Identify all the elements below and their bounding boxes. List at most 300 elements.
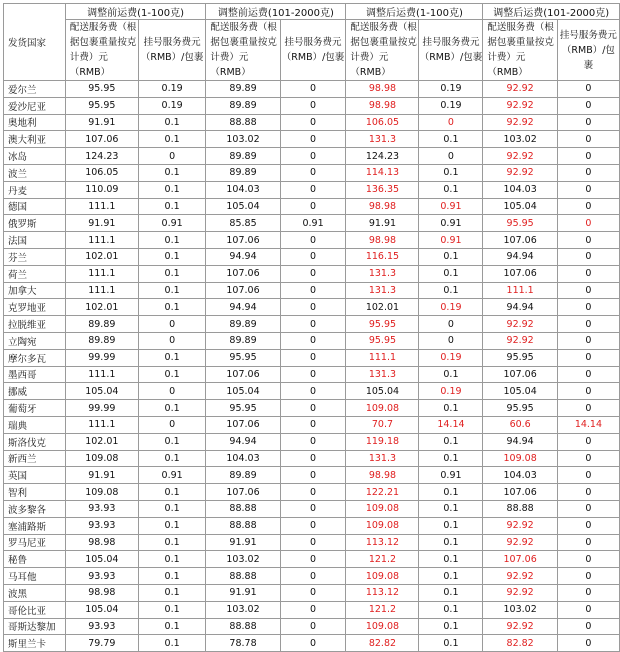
country-cell: 俄罗斯 <box>4 215 66 232</box>
country-cell: 爱尔兰 <box>4 81 66 98</box>
delivery-fee-cell: 136.35 <box>346 181 419 198</box>
registration-fee-cell: 0 <box>557 484 619 501</box>
registration-fee-cell: 0 <box>280 601 346 618</box>
table-row <box>4 299 620 316</box>
country-cell: 波黑 <box>4 584 66 601</box>
country-cell: 墨西哥 <box>4 366 66 383</box>
registration-fee-cell: 0 <box>419 148 483 165</box>
delivery-fee-cell: 94.94 <box>206 299 280 316</box>
registration-fee-cell: 0 <box>280 551 346 568</box>
delivery-fee-cell: 94.94 <box>483 248 557 265</box>
delivery-fee-cell: 89.89 <box>206 81 280 98</box>
table-row <box>4 248 620 265</box>
delivery-fee-cell: 105.04 <box>206 198 280 215</box>
registration-fee-cell: 0.1 <box>419 551 483 568</box>
registration-fee-cell: 0 <box>557 215 619 232</box>
delivery-fee-cell: 92.92 <box>483 148 557 165</box>
registration-fee-cell: 14.14 <box>419 416 483 433</box>
delivery-fee-cell: 98.98 <box>346 97 419 114</box>
table-row <box>4 181 620 198</box>
country-cell: 加拿大 <box>4 282 66 299</box>
delivery-fee-cell: 95.95 <box>483 400 557 417</box>
registration-fee-cell: 0.1 <box>419 517 483 534</box>
table-header <box>4 4 620 81</box>
registration-fee-cell: 0.1 <box>138 198 206 215</box>
delivery-fee-cell: 124.23 <box>65 148 138 165</box>
registration-fee-cell: 0.1 <box>419 366 483 383</box>
delivery-fee-cell: 91.91 <box>65 467 138 484</box>
country-cell: 澳大利亚 <box>4 131 66 148</box>
delivery-fee-cell: 114.13 <box>346 164 419 181</box>
delivery-fee-cell: 104.03 <box>206 181 280 198</box>
delivery-fee-cell: 107.06 <box>206 416 280 433</box>
shipping-rate-table <box>3 3 620 652</box>
delivery-fee-cell: 98.98 <box>346 467 419 484</box>
delivery-fee-cell: 98.98 <box>346 198 419 215</box>
delivery-fee-cell: 98.98 <box>65 584 138 601</box>
delivery-fee-cell: 88.88 <box>483 500 557 517</box>
delivery-fee-cell: 79.79 <box>65 635 138 652</box>
header-group-row <box>4 4 620 20</box>
delivery-fee-cell: 107.06 <box>206 484 280 501</box>
registration-fee-cell: 0 <box>419 332 483 349</box>
delivery-fee-cell: 111.1 <box>65 416 138 433</box>
registration-fee-cell: 0.1 <box>138 484 206 501</box>
delivery-fee-cell: 92.92 <box>483 568 557 585</box>
table-row <box>4 467 620 484</box>
country-cell: 德国 <box>4 198 66 215</box>
registration-fee-cell: 0.19 <box>138 81 206 98</box>
table-row <box>4 81 620 98</box>
registration-fee-cell: 0 <box>557 114 619 131</box>
registration-fee-cell: 0.1 <box>419 584 483 601</box>
delivery-fee-cell: 107.06 <box>483 265 557 282</box>
delivery-fee-cell: 95.95 <box>483 349 557 366</box>
registration-fee-cell: 0.19 <box>419 383 483 400</box>
registration-fee-cell: 14.14 <box>557 416 619 433</box>
registration-fee-cell: 0.1 <box>138 349 206 366</box>
registration-fee-cell: 0.1 <box>138 400 206 417</box>
delivery-fee-cell: 131.3 <box>346 282 419 299</box>
table-row <box>4 114 620 131</box>
delivery-fee-cell: 122.21 <box>346 484 419 501</box>
delivery-fee-cell: 107.06 <box>483 551 557 568</box>
delivery-fee-cell: 105.04 <box>65 551 138 568</box>
registration-fee-cell: 0.1 <box>138 232 206 249</box>
registration-fee-cell: 0 <box>138 416 206 433</box>
registration-fee-cell: 0 <box>557 282 619 299</box>
registration-fee-cell: 0 <box>557 265 619 282</box>
country-cell: 丹麦 <box>4 181 66 198</box>
country-cell: 哥伦比亚 <box>4 601 66 618</box>
registration-fee-cell: 0 <box>557 500 619 517</box>
table-row <box>4 400 620 417</box>
table-row <box>4 484 620 501</box>
country-cell: 冰岛 <box>4 148 66 165</box>
registration-fee-cell: 0.1 <box>138 450 206 467</box>
registration-fee-cell: 0 <box>280 635 346 652</box>
delivery-fee-cell: 93.93 <box>65 618 138 635</box>
delivery-fee-cell: 98.98 <box>65 534 138 551</box>
registration-fee-cell: 0 <box>557 467 619 484</box>
registration-fee-header: 挂号服务费元（RMB）/包裹 <box>419 20 483 81</box>
delivery-fee-cell: 95.95 <box>346 332 419 349</box>
registration-fee-cell: 0 <box>280 450 346 467</box>
table-row <box>4 383 620 400</box>
table-row <box>4 584 620 601</box>
delivery-fee-cell: 91.91 <box>206 584 280 601</box>
delivery-fee-cell: 89.89 <box>206 148 280 165</box>
registration-fee-cell: 0 <box>557 332 619 349</box>
registration-fee-cell: 0.1 <box>138 534 206 551</box>
table-row <box>4 534 620 551</box>
delivery-fee-cell: 111.1 <box>65 198 138 215</box>
registration-fee-cell: 0 <box>557 198 619 215</box>
registration-fee-cell: 0 <box>557 551 619 568</box>
registration-fee-cell: 0 <box>280 534 346 551</box>
delivery-fee-cell: 107.06 <box>206 232 280 249</box>
country-cell: 英国 <box>4 467 66 484</box>
registration-fee-cell: 0 <box>557 517 619 534</box>
delivery-fee-cell: 95.95 <box>65 81 138 98</box>
delivery-fee-cell: 105.04 <box>65 601 138 618</box>
registration-fee-cell: 0 <box>557 635 619 652</box>
delivery-fee-cell: 95.95 <box>346 316 419 333</box>
delivery-fee-cell: 109.08 <box>346 517 419 534</box>
registration-fee-cell: 0.91 <box>138 467 206 484</box>
table-row <box>4 551 620 568</box>
country-cell: 波兰 <box>4 164 66 181</box>
group-header-after-heavy: 调整后运费(101-2000克) <box>483 4 620 20</box>
registration-fee-cell: 0 <box>280 467 346 484</box>
registration-fee-cell: 0 <box>557 534 619 551</box>
registration-fee-cell: 0 <box>280 316 346 333</box>
delivery-fee-cell: 92.92 <box>483 618 557 635</box>
registration-fee-cell: 0.19 <box>419 97 483 114</box>
registration-fee-cell: 0.1 <box>138 635 206 652</box>
table-row <box>4 450 620 467</box>
registration-fee-cell: 0 <box>280 181 346 198</box>
registration-fee-header: 挂号服务费元（RMB）/包裹 <box>280 20 346 81</box>
table-row <box>4 500 620 517</box>
delivery-fee-cell: 105.04 <box>206 383 280 400</box>
delivery-fee-cell: 93.93 <box>65 568 138 585</box>
registration-fee-cell: 0 <box>557 568 619 585</box>
delivery-fee-cell: 89.89 <box>65 316 138 333</box>
delivery-fee-cell: 88.88 <box>206 568 280 585</box>
delivery-fee-cell: 102.01 <box>65 248 138 265</box>
delivery-fee-cell: 131.3 <box>346 131 419 148</box>
delivery-fee-cell: 107.06 <box>206 265 280 282</box>
delivery-fee-cell: 88.88 <box>206 114 280 131</box>
table-row <box>4 131 620 148</box>
delivery-fee-cell: 82.82 <box>346 635 419 652</box>
delivery-fee-header: 配送服务费（根据包裹重量按克计费）元（RMB） <box>65 20 138 81</box>
delivery-fee-cell: 109.08 <box>346 568 419 585</box>
registration-fee-cell: 0.19 <box>419 81 483 98</box>
delivery-fee-cell: 131.3 <box>346 366 419 383</box>
delivery-fee-cell: 95.95 <box>206 400 280 417</box>
registration-fee-cell: 0 <box>280 500 346 517</box>
delivery-fee-cell: 105.04 <box>65 383 138 400</box>
registration-fee-cell: 0.1 <box>138 366 206 383</box>
delivery-fee-cell: 94.94 <box>483 433 557 450</box>
delivery-fee-cell: 91.91 <box>206 534 280 551</box>
registration-fee-cell: 0 <box>138 383 206 400</box>
registration-fee-cell: 0.1 <box>419 181 483 198</box>
registration-fee-cell: 0.1 <box>419 265 483 282</box>
country-cell: 爱沙尼亚 <box>4 97 66 114</box>
registration-fee-cell: 0 <box>557 248 619 265</box>
registration-fee-cell: 0.91 <box>138 215 206 232</box>
delivery-fee-cell: 111.1 <box>65 366 138 383</box>
registration-fee-cell: 0.91 <box>419 215 483 232</box>
table-row <box>4 332 620 349</box>
country-cell: 罗马尼亚 <box>4 534 66 551</box>
country-cell: 奥地利 <box>4 114 66 131</box>
registration-fee-cell: 0 <box>138 332 206 349</box>
registration-fee-cell: 0.1 <box>419 568 483 585</box>
country-cell: 哥斯达黎加 <box>4 618 66 635</box>
registration-fee-cell: 0 <box>280 164 346 181</box>
registration-fee-cell: 0 <box>419 114 483 131</box>
registration-fee-cell: 0 <box>557 383 619 400</box>
delivery-fee-cell: 109.08 <box>483 450 557 467</box>
registration-fee-cell: 0.91 <box>419 232 483 249</box>
delivery-fee-cell: 98.98 <box>346 81 419 98</box>
registration-fee-cell: 0 <box>280 517 346 534</box>
delivery-fee-cell: 95.95 <box>206 349 280 366</box>
country-cell: 克罗地亚 <box>4 299 66 316</box>
delivery-fee-cell: 109.08 <box>65 484 138 501</box>
registration-fee-cell: 0.91 <box>419 198 483 215</box>
registration-fee-cell: 0 <box>280 484 346 501</box>
registration-fee-cell: 0 <box>280 568 346 585</box>
delivery-fee-cell: 102.01 <box>65 433 138 450</box>
registration-fee-cell: 0 <box>280 131 346 148</box>
table-row <box>4 416 620 433</box>
registration-fee-header: 挂号服务费元（RMB）/包裹 <box>557 20 619 81</box>
registration-fee-cell: 0.1 <box>419 534 483 551</box>
registration-fee-cell: 0.1 <box>419 400 483 417</box>
table-row <box>4 232 620 249</box>
registration-fee-cell: 0.1 <box>138 618 206 635</box>
table-row <box>4 164 620 181</box>
registration-fee-cell: 0.1 <box>419 601 483 618</box>
delivery-fee-cell: 131.3 <box>346 265 419 282</box>
delivery-fee-cell: 104.03 <box>483 181 557 198</box>
delivery-fee-cell: 105.04 <box>483 383 557 400</box>
registration-fee-cell: 0 <box>280 416 346 433</box>
delivery-fee-cell: 89.89 <box>65 332 138 349</box>
registration-fee-cell: 0.1 <box>419 164 483 181</box>
registration-fee-header: 挂号服务费元（RMB）/包裹 <box>138 20 206 81</box>
delivery-fee-cell: 92.92 <box>483 81 557 98</box>
registration-fee-cell: 0 <box>280 248 346 265</box>
delivery-fee-cell: 92.92 <box>483 332 557 349</box>
delivery-fee-cell: 106.05 <box>65 164 138 181</box>
delivery-fee-cell: 89.89 <box>206 97 280 114</box>
delivery-fee-cell: 88.88 <box>206 618 280 635</box>
registration-fee-cell: 0 <box>557 181 619 198</box>
delivery-fee-cell: 107.06 <box>483 232 557 249</box>
delivery-fee-cell: 92.92 <box>483 316 557 333</box>
group-header-before-light: 调整前运费(1-100克) <box>65 4 206 20</box>
registration-fee-cell: 0.91 <box>419 467 483 484</box>
table-row <box>4 97 620 114</box>
country-cell: 斯洛伐克 <box>4 433 66 450</box>
registration-fee-cell: 0.1 <box>419 500 483 517</box>
registration-fee-cell: 0 <box>280 97 346 114</box>
delivery-fee-cell: 89.89 <box>206 467 280 484</box>
delivery-fee-cell: 94.94 <box>206 433 280 450</box>
delivery-fee-cell: 95.95 <box>65 97 138 114</box>
registration-fee-cell: 0 <box>280 81 346 98</box>
registration-fee-cell: 0 <box>557 232 619 249</box>
table-row <box>4 282 620 299</box>
registration-fee-cell: 0 <box>419 316 483 333</box>
delivery-fee-header: 配送服务费（根据包裹重量按克计费）元（RMB） <box>346 20 419 81</box>
delivery-fee-cell: 110.09 <box>65 181 138 198</box>
country-cell: 斯里兰卡 <box>4 635 66 652</box>
delivery-fee-cell: 121.2 <box>346 601 419 618</box>
delivery-fee-cell: 103.02 <box>206 131 280 148</box>
registration-fee-cell: 0 <box>557 164 619 181</box>
registration-fee-cell: 0 <box>557 97 619 114</box>
delivery-fee-cell: 109.08 <box>65 450 138 467</box>
delivery-fee-cell: 106.05 <box>346 114 419 131</box>
registration-fee-cell: 0.91 <box>280 215 346 232</box>
delivery-fee-cell: 99.99 <box>65 349 138 366</box>
registration-fee-cell: 0.1 <box>419 484 483 501</box>
registration-fee-cell: 0.1 <box>419 433 483 450</box>
registration-fee-cell: 0 <box>280 349 346 366</box>
delivery-fee-cell: 102.01 <box>65 299 138 316</box>
table-row <box>4 366 620 383</box>
table-row <box>4 635 620 652</box>
registration-fee-cell: 0 <box>557 131 619 148</box>
registration-fee-cell: 0 <box>280 618 346 635</box>
registration-fee-cell: 0.1 <box>138 500 206 517</box>
table-row <box>4 568 620 585</box>
registration-fee-cell: 0 <box>280 265 346 282</box>
registration-fee-cell: 0.1 <box>138 114 206 131</box>
registration-fee-cell: 0 <box>280 433 346 450</box>
registration-fee-cell: 0 <box>280 366 346 383</box>
delivery-fee-cell: 98.98 <box>346 232 419 249</box>
delivery-fee-cell: 89.89 <box>206 164 280 181</box>
registration-fee-cell: 0 <box>557 316 619 333</box>
delivery-fee-cell: 91.91 <box>65 215 138 232</box>
country-cell: 智利 <box>4 484 66 501</box>
delivery-fee-cell: 91.91 <box>346 215 419 232</box>
delivery-fee-cell: 88.88 <box>206 500 280 517</box>
registration-fee-cell: 0.1 <box>138 601 206 618</box>
delivery-fee-cell: 92.92 <box>483 517 557 534</box>
registration-fee-cell: 0 <box>280 584 346 601</box>
delivery-fee-cell: 109.08 <box>346 400 419 417</box>
country-cell: 瑞典 <box>4 416 66 433</box>
table-row <box>4 618 620 635</box>
delivery-fee-cell: 103.02 <box>206 551 280 568</box>
header-sub-row <box>4 20 620 81</box>
table-row <box>4 198 620 215</box>
delivery-fee-cell: 111.1 <box>65 265 138 282</box>
registration-fee-cell: 0.1 <box>419 618 483 635</box>
registration-fee-cell: 0.1 <box>419 635 483 652</box>
registration-fee-cell: 0.1 <box>138 131 206 148</box>
delivery-fee-cell: 92.92 <box>483 114 557 131</box>
registration-fee-cell: 0.1 <box>138 248 206 265</box>
delivery-fee-cell: 82.82 <box>483 635 557 652</box>
group-header-after-light: 调整后运费(1-100克) <box>346 4 483 20</box>
registration-fee-cell: 0.1 <box>138 568 206 585</box>
delivery-fee-cell: 107.06 <box>483 366 557 383</box>
country-cell: 拉脱维亚 <box>4 316 66 333</box>
delivery-fee-cell: 119.18 <box>346 433 419 450</box>
registration-fee-cell: 0 <box>557 618 619 635</box>
registration-fee-cell: 0 <box>280 332 346 349</box>
delivery-fee-cell: 103.02 <box>483 601 557 618</box>
registration-fee-cell: 0 <box>280 232 346 249</box>
delivery-fee-cell: 92.92 <box>483 97 557 114</box>
registration-fee-cell: 0.1 <box>138 517 206 534</box>
delivery-fee-cell: 94.94 <box>206 248 280 265</box>
registration-fee-cell: 0.1 <box>138 265 206 282</box>
table-row <box>4 433 620 450</box>
table-row <box>4 316 620 333</box>
registration-fee-cell: 0 <box>557 81 619 98</box>
delivery-fee-cell: 92.92 <box>483 164 557 181</box>
delivery-fee-cell: 94.94 <box>483 299 557 316</box>
country-cell: 新西兰 <box>4 450 66 467</box>
delivery-fee-cell: 60.6 <box>483 416 557 433</box>
country-cell: 波多黎各 <box>4 500 66 517</box>
registration-fee-cell: 0.19 <box>419 349 483 366</box>
delivery-fee-cell: 104.03 <box>206 450 280 467</box>
delivery-fee-cell: 131.3 <box>346 450 419 467</box>
registration-fee-cell: 0 <box>280 148 346 165</box>
delivery-fee-cell: 107.06 <box>206 366 280 383</box>
registration-fee-cell: 0.1 <box>138 164 206 181</box>
delivery-fee-header: 配送服务费（根据包裹重量按克计费）元（RMB） <box>206 20 280 81</box>
registration-fee-cell: 0.1 <box>419 450 483 467</box>
delivery-fee-cell: 109.08 <box>346 500 419 517</box>
registration-fee-cell: 0.1 <box>138 299 206 316</box>
registration-fee-cell: 0 <box>557 584 619 601</box>
registration-fee-cell: 0.1 <box>419 131 483 148</box>
delivery-fee-cell: 109.08 <box>346 618 419 635</box>
country-cell: 葡萄牙 <box>4 400 66 417</box>
country-column-header: 发货国家 <box>4 4 66 81</box>
registration-fee-cell: 0.1 <box>419 248 483 265</box>
table-row <box>4 349 620 366</box>
delivery-fee-cell: 103.02 <box>206 601 280 618</box>
delivery-fee-cell: 103.02 <box>483 131 557 148</box>
registration-fee-cell: 0.19 <box>138 97 206 114</box>
table-row <box>4 601 620 618</box>
delivery-fee-cell: 107.06 <box>483 484 557 501</box>
delivery-fee-cell: 107.06 <box>206 282 280 299</box>
delivery-fee-cell: 89.89 <box>206 316 280 333</box>
registration-fee-cell: 0 <box>280 400 346 417</box>
delivery-fee-cell: 121.2 <box>346 551 419 568</box>
registration-fee-cell: 0.1 <box>138 181 206 198</box>
delivery-fee-cell: 113.12 <box>346 584 419 601</box>
delivery-fee-cell: 78.78 <box>206 635 280 652</box>
country-cell: 摩尔多瓦 <box>4 349 66 366</box>
delivery-fee-cell: 70.7 <box>346 416 419 433</box>
